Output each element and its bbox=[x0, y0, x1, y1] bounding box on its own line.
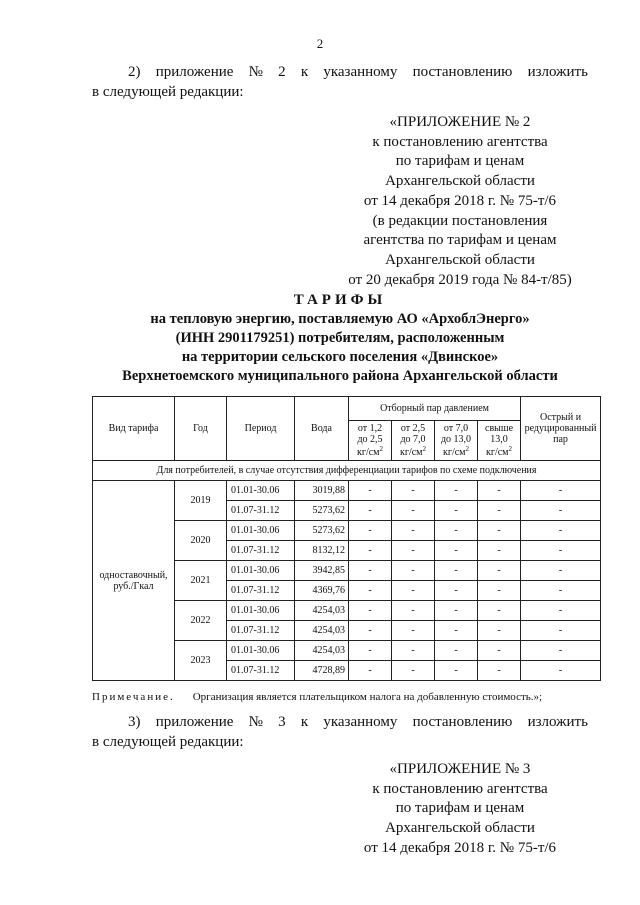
dash-cell: - bbox=[521, 561, 601, 581]
word: 2) bbox=[128, 64, 141, 80]
header-year: Год bbox=[175, 397, 227, 461]
appendix-line: Архангельской области bbox=[385, 173, 535, 190]
water-cell: 4369,76 bbox=[295, 581, 349, 601]
water-cell: 4254,03 bbox=[295, 641, 349, 661]
dash-cell: - bbox=[435, 621, 478, 641]
dash-cell: - bbox=[521, 601, 601, 621]
dash-cell: - bbox=[478, 601, 521, 621]
word: изложить bbox=[527, 64, 588, 80]
water-cell: 4254,03 bbox=[295, 621, 349, 641]
dash-cell: - bbox=[349, 521, 392, 541]
appendix-line: агентства по тарифам и ценам bbox=[363, 232, 557, 249]
word: указанному bbox=[323, 64, 398, 80]
word: 3 bbox=[278, 714, 286, 730]
dash-cell: - bbox=[349, 561, 392, 581]
appendix-line: от 14 декабря 2018 г. № 75-т/6 bbox=[363, 192, 557, 209]
appendix-line: по тарифам и ценам bbox=[395, 800, 525, 817]
appendix-2-header bbox=[336, 113, 584, 290]
period-cell: 01.01-30.06 bbox=[227, 481, 295, 501]
water-cell: 5273,62 bbox=[295, 521, 349, 541]
period-cell: 01.07-31.12 bbox=[227, 541, 295, 561]
dash-cell: - bbox=[435, 561, 478, 581]
dash-cell: - bbox=[521, 581, 601, 601]
dash-cell: - bbox=[349, 541, 392, 561]
appendix-line: от 20 декабря 2019 года № 84-т/85) bbox=[348, 271, 572, 288]
dash-cell: - bbox=[521, 501, 601, 521]
appendix-line: «ПРИЛОЖЕНИЕ № 3 bbox=[389, 761, 531, 777]
word: изложить bbox=[527, 714, 588, 730]
water-cell: 4254,03 bbox=[295, 601, 349, 621]
header-steam: Отборный пар давлением bbox=[349, 397, 521, 421]
dash-cell: - bbox=[349, 641, 392, 661]
header-water: Вода bbox=[295, 397, 349, 461]
dash-cell: - bbox=[435, 481, 478, 501]
word: 3) bbox=[128, 714, 141, 730]
word: к bbox=[300, 64, 309, 80]
dash-cell: - bbox=[478, 581, 521, 601]
paragraph-3-line-1 bbox=[92, 712, 588, 732]
dash-cell: - bbox=[521, 641, 601, 661]
dash-cell: - bbox=[392, 601, 435, 621]
year-cell: 2023 bbox=[175, 641, 227, 681]
dash-cell: - bbox=[435, 601, 478, 621]
word: № bbox=[248, 64, 263, 80]
dash-cell: - bbox=[349, 621, 392, 641]
year-cell: 2019 bbox=[175, 481, 227, 521]
dash-cell: - bbox=[392, 661, 435, 681]
appendix-line: к постановлению агентства bbox=[372, 133, 548, 150]
title-line: на тепловую энергию, поставляемую АО «АрхоблЭнерго» bbox=[150, 311, 530, 327]
dash-cell: - bbox=[521, 621, 601, 641]
appendix-line: «ПРИЛОЖЕНИЕ № 2 bbox=[389, 114, 531, 130]
word: постановлению bbox=[412, 714, 513, 730]
header-pressure-2: от 2,5 до 7,0 $кг/см^2$ bbox=[392, 421, 435, 461]
appendix-line: к постановлению агентства bbox=[372, 780, 548, 797]
paragraph-2-line-2: в следующей редакции: bbox=[92, 84, 244, 100]
note-label: Примечание. bbox=[92, 691, 175, 703]
water-cell: 5273,62 bbox=[295, 501, 349, 521]
paragraph-3-line-2: в следующей редакции: bbox=[92, 734, 244, 750]
word: приложение bbox=[155, 714, 234, 730]
word: приложение bbox=[155, 64, 234, 80]
dash-cell: - bbox=[435, 521, 478, 541]
header-pressure-3: от 7,0 до 13,0 $кг/см^2$ bbox=[435, 421, 478, 461]
dash-cell: - bbox=[478, 541, 521, 561]
header-pressure-1: от 1,2 до 2,5 $кг/см^2$ bbox=[349, 421, 392, 461]
note-text: Организация является плательщиком налога на добавленную стоимость.»; bbox=[192, 691, 543, 703]
dash-cell: - bbox=[478, 641, 521, 661]
period-cell: 01.07-31.12 bbox=[227, 661, 295, 681]
word: указанному bbox=[323, 714, 398, 730]
dash-cell: - bbox=[392, 521, 435, 541]
dash-cell: - bbox=[521, 521, 601, 541]
dash-cell: - bbox=[435, 501, 478, 521]
dash-cell: - bbox=[349, 481, 392, 501]
dash-cell: - bbox=[435, 641, 478, 661]
period-cell: 01.01-30.06 bbox=[227, 641, 295, 661]
dash-cell: - bbox=[435, 581, 478, 601]
header-tariff-type: Вид тарифа bbox=[93, 397, 175, 461]
dash-cell: - bbox=[392, 621, 435, 641]
dash-cell: - bbox=[349, 581, 392, 601]
period-cell: 01.01-30.06 bbox=[227, 601, 295, 621]
water-cell: 8132,12 bbox=[295, 541, 349, 561]
period-cell: 01.07-31.12 bbox=[227, 581, 295, 601]
dash-cell: - bbox=[349, 601, 392, 621]
dash-cell: - bbox=[478, 481, 521, 501]
note bbox=[92, 691, 542, 703]
dash-cell: - bbox=[521, 661, 601, 681]
appendix-line: Архангельской области bbox=[385, 251, 535, 268]
header-period: Период bbox=[227, 397, 295, 461]
period-cell: 01.01-30.06 bbox=[227, 521, 295, 541]
dash-cell: - bbox=[392, 481, 435, 501]
dash-cell: - bbox=[521, 481, 601, 501]
appendix-3-header bbox=[336, 760, 584, 859]
year-cell: 2020 bbox=[175, 521, 227, 561]
tariff-type-cell: одноставочный, руб./Гкал bbox=[93, 481, 175, 681]
appendix-line: (в редакции постановления bbox=[372, 212, 548, 229]
appendix-line: от 14 декабря 2018 г. № 75-т/6 bbox=[363, 839, 557, 856]
title-main: ТАРИФЫ bbox=[293, 292, 387, 308]
period-cell: 01.07-31.12 bbox=[227, 501, 295, 521]
word: постановлению bbox=[412, 64, 513, 80]
water-cell: 3942,85 bbox=[295, 561, 349, 581]
dash-cell: - bbox=[478, 621, 521, 641]
dash-cell: - bbox=[478, 521, 521, 541]
paragraph-3 bbox=[92, 712, 588, 752]
year-cell: 2021 bbox=[175, 561, 227, 601]
dash-cell: - bbox=[392, 581, 435, 601]
word: № bbox=[248, 714, 263, 730]
table-row bbox=[93, 481, 601, 501]
year-cell: 2022 bbox=[175, 601, 227, 641]
word: к bbox=[300, 714, 309, 730]
word: 2 bbox=[278, 64, 286, 80]
dash-cell: - bbox=[392, 641, 435, 661]
tariff-table bbox=[92, 396, 601, 681]
dash-cell: - bbox=[392, 541, 435, 561]
dash-cell: - bbox=[349, 501, 392, 521]
title-line: на территории сельского поселения «Двинское» bbox=[181, 349, 499, 365]
dash-cell: - bbox=[349, 661, 392, 681]
paragraph-2 bbox=[92, 62, 588, 102]
header-pressure-4: свыше 13,0 $кг/см^2$ bbox=[478, 421, 521, 461]
dash-cell: - bbox=[478, 661, 521, 681]
header-sharp-steam: Острый и редуцированный пар bbox=[521, 397, 601, 461]
dash-cell: - bbox=[435, 661, 478, 681]
title-line: (ИНН 2901179251) потребителям, расположенным bbox=[175, 330, 505, 346]
dash-cell: - bbox=[392, 501, 435, 521]
title-line: Верхнетоемского муниципального района Архангельской области bbox=[122, 368, 558, 384]
water-cell: 3019,88 bbox=[295, 481, 349, 501]
section-row: Для потребителей, в случае отсутствия дифференциации тарифов по схеме подключения bbox=[93, 461, 601, 481]
appendix-line: по тарифам и ценам bbox=[395, 153, 525, 170]
dash-cell: - bbox=[392, 561, 435, 581]
dash-cell: - bbox=[435, 541, 478, 561]
period-cell: 01.07-31.12 bbox=[227, 621, 295, 641]
dash-cell: - bbox=[478, 501, 521, 521]
period-cell: 01.01-30.06 bbox=[227, 561, 295, 581]
page-number: 2 bbox=[316, 36, 324, 51]
dash-cell: - bbox=[478, 561, 521, 581]
dash-cell: - bbox=[521, 541, 601, 561]
tariff-title bbox=[60, 291, 620, 386]
water-cell: 4728,89 bbox=[295, 661, 349, 681]
appendix-line: Архангельской области bbox=[385, 820, 535, 837]
paragraph-2-line-1 bbox=[92, 62, 588, 82]
